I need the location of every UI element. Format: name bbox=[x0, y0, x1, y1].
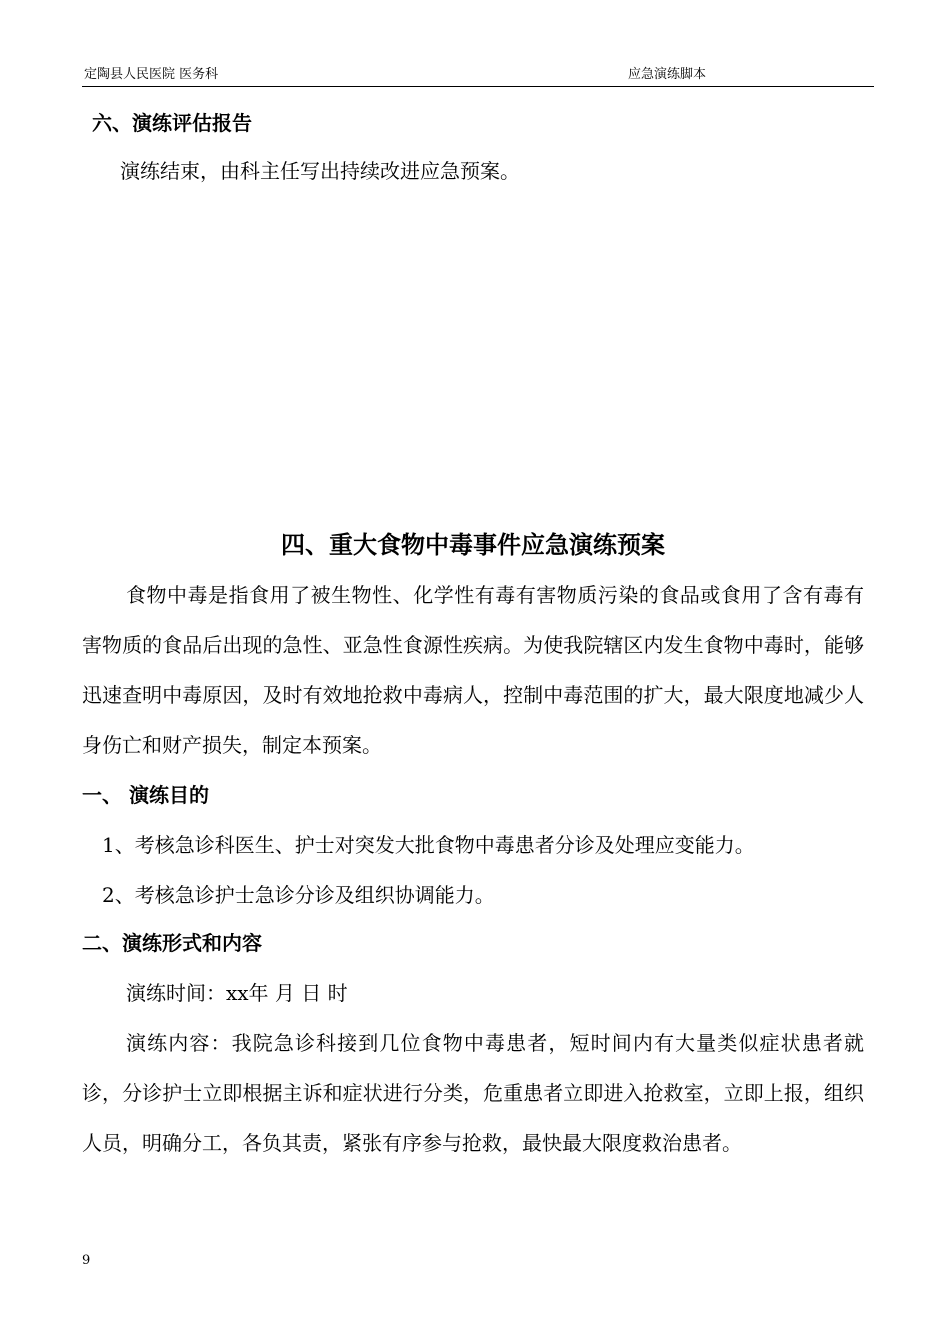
drill-time: 演练时间：xx年 月 日 时 bbox=[126, 981, 348, 1005]
purpose-item-1: 1、考核急诊科医生、护士对突发大批食物中毒患者分诊及处理应变能力。 bbox=[102, 833, 755, 857]
header-left: 定陶县人民医院 医务科 bbox=[84, 67, 219, 82]
section6-body: 演练结束，由科主任写出持续改进应急预案。 bbox=[120, 159, 520, 183]
purpose-heading: 一、 演练目的 bbox=[82, 783, 209, 807]
plan-title: 四、重大食物中毒事件应急演练预案 bbox=[281, 530, 665, 559]
page-number: 9 bbox=[82, 1253, 91, 1268]
section6-heading: 六、演练评估报告 bbox=[92, 111, 252, 135]
form-heading: 二、演练形式和内容 bbox=[82, 931, 262, 955]
purpose-item-2: 2、考核急诊护士急诊分诊及组织协调能力。 bbox=[102, 883, 495, 907]
drill-content: 演练内容：我院急诊科接到几位食物中毒患者，短时间内有大量类似症状患者就诊，分诊护士立即根据主诉和症状进行分类，危重患者立即进入抢救室，立即上报，组织人员，明确分工，各负其责，紧张有序参与抢救，最快最大限度救治患者。 bbox=[82, 1031, 864, 1155]
header-rule bbox=[82, 86, 874, 87]
header-right: 应急演练脚本 bbox=[628, 67, 707, 82]
plan-intro: 食物中毒是指食用了被生物性、化学性有毒有害物质污染的食品或食用了含有毒有害物质的食品后出现的急性、亚急性食源性疾病。为使我院辖区内发生食物中毒时，能够迅速查明中毒原因，及时有效地抢救中毒病人，控制中毒范围的扩大，最大限度地减少人身伤亡和财产损失，制定本预案。 bbox=[82, 583, 864, 757]
